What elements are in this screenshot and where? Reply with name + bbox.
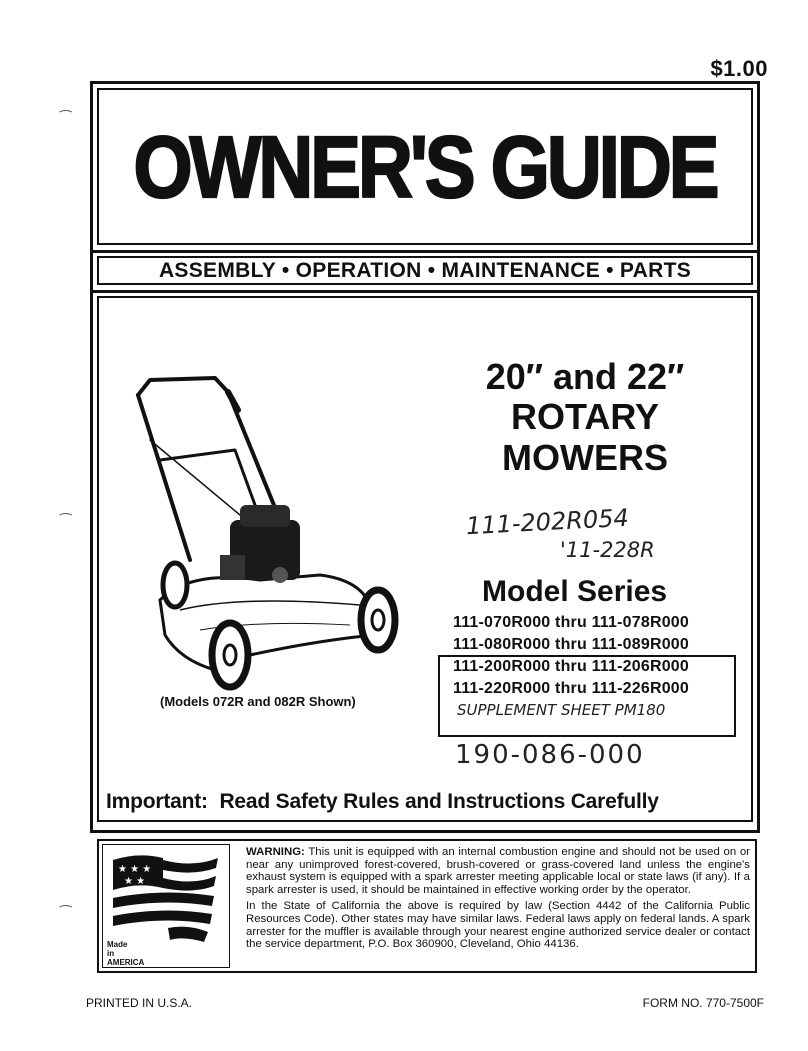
model-range: 111-080R000 thru 111-089R000 (453, 636, 689, 653)
model-range: 111-220R000 thru 111-226R000 (453, 680, 689, 697)
model-series-title: Model Series (482, 575, 668, 608)
form-number: FORM NO. 770-7500F (642, 996, 764, 1010)
lawn-mower-illustration (120, 370, 420, 700)
svg-text:★ ★ ★: ★ ★ ★ (118, 864, 152, 875)
divider (90, 290, 760, 293)
svg-text:★ ★: ★ ★ (124, 876, 146, 887)
american-flag-icon (108, 850, 223, 945)
scan-mark: ⁀ (60, 513, 72, 529)
section-banner: ASSEMBLY • OPERATION • MAINTENANCE • PARTS (97, 256, 753, 285)
price-label: $1.00 (710, 56, 768, 81)
headline-product: MOWERS (502, 437, 668, 478)
model-range: 111-200R000 thru 111-206R000 (453, 658, 689, 675)
warning-paragraph: This unit is equipped with an internal combustion engine and should not be used on or near any unimproved forest-covered, brush-covered or grass-covered land unless the engine's exhaust system is equipped with a spark arrester meeting applicable local or state laws (if any). If a spark arrester is used, it should be maintained in effective working order by the operator. (246, 846, 750, 896)
handwritten-supplement: SUPPLEMENT SHEET PM180 (457, 701, 666, 719)
california-paragraph: In the State of California the above is required by law (Section 4442 of the California Public Resources Code). Other states may have similar laws. Federal laws apply on federal lands. A spark arrester for the muffler is available through your nearest engine authorized service dealer or contact the service department, P.O. Box 360900, Cleveland, Ohio 44136. (246, 900, 750, 951)
in-label: in (107, 949, 115, 958)
safety-notice-lead: Important: (106, 790, 208, 813)
handwritten-note: '11-228R (560, 538, 655, 562)
safety-notice (106, 790, 746, 814)
illustration-caption: (Models 072R and 082R Shown) (160, 694, 356, 709)
safety-notice-text: Read Safety Rules and Instructions Carefully (219, 790, 659, 813)
divider (90, 250, 760, 253)
warning-lead: WARNING: (246, 846, 305, 858)
scan-mark: ⁀ (60, 905, 72, 921)
made-label: Made (107, 940, 128, 949)
printed-in-label: PRINTED IN U.S.A. (86, 996, 193, 1010)
america-label: AMERICA (107, 958, 145, 967)
page-title: OWNER'S GUIDE (133, 118, 717, 217)
made-in-america-label (107, 940, 144, 967)
handwritten-note: 111-202R054 (465, 503, 630, 541)
spark-arrester-warning (246, 846, 750, 955)
headline-size: 20″ and 22″ (485, 356, 685, 397)
handwritten-form-number: 190-086-000 (455, 740, 645, 770)
scan-mark: ⁀ (60, 110, 72, 126)
model-range: 111-070R000 thru 111-078R000 (453, 614, 689, 631)
headline-type: ROTARY (511, 396, 659, 437)
